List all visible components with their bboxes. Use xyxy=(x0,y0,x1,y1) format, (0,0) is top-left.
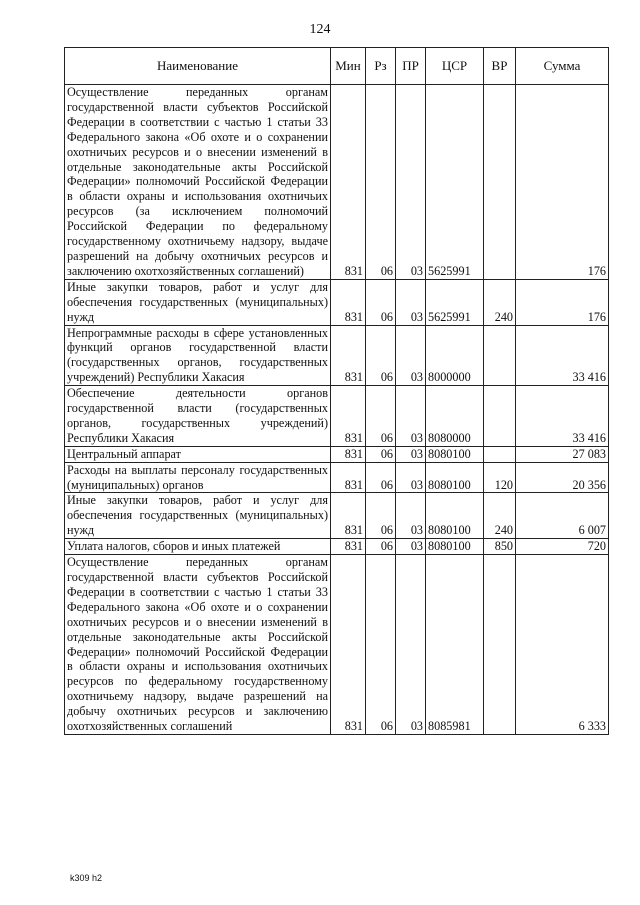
row-rz: 06 xyxy=(366,462,396,493)
row-csr: 8080100 xyxy=(426,462,484,493)
row-pr: 03 xyxy=(396,446,426,462)
row-name: Непрограммные расходы в сфере установленных функций органов государственной власти (государственных органов, государственных учреждений) Республики Хакасия xyxy=(65,325,331,386)
row-rz: 06 xyxy=(366,85,396,280)
row-min: 831 xyxy=(331,555,366,735)
budget-table xyxy=(64,47,609,735)
row-min: 831 xyxy=(331,539,366,555)
row-vr: 850 xyxy=(484,539,516,555)
row-vr: 240 xyxy=(484,493,516,539)
row-vr: 240 xyxy=(484,279,516,325)
row-pr: 03 xyxy=(396,386,426,447)
row-pr: 03 xyxy=(396,493,426,539)
row-name: Иные закупки товаров, работ и услуг для обеспечения государственных (муниципальных) нужд xyxy=(65,279,331,325)
table-row xyxy=(65,539,609,555)
row-sum: 33 416 xyxy=(516,325,609,386)
row-name: Расходы на выплаты персоналу государственных (муниципальных) органов xyxy=(65,462,331,493)
header-pr: ПР xyxy=(396,48,426,85)
row-name: Иные закупки товаров, работ и услуг для обеспечения государственных (муниципальных) нужд xyxy=(65,493,331,539)
row-min: 831 xyxy=(331,279,366,325)
row-sum: 6 333 xyxy=(516,555,609,735)
row-min: 831 xyxy=(331,493,366,539)
row-sum: 6 007 xyxy=(516,493,609,539)
row-sum: 27 083 xyxy=(516,446,609,462)
footer-code: k309 h2 xyxy=(70,873,103,883)
row-csr: 8085981 xyxy=(426,555,484,735)
row-rz: 06 xyxy=(366,539,396,555)
row-pr: 03 xyxy=(396,325,426,386)
row-csr: 8000000 xyxy=(426,325,484,386)
row-name: Осуществление переданных органам государственной власти субъектов Российской Федерации в соответствии с частью 1 статьи 33 Федерального закона «Об охоте и о сохранении охотничьих ресурсов и о внесении изменений в отдельные законодательные акты Российской Федерации» полномочий Российской Федерации в области охраны и использования охотничьих ресурсов (за исключением полномочий Российской Федерации по федеральному государственному охотничьему надзору, выдаче разрешений на добычу охотничьих ресурсов и заключению охотхозяйственных соглашений) xyxy=(65,85,331,280)
row-min: 831 xyxy=(331,325,366,386)
table-row xyxy=(65,493,609,539)
row-pr: 03 xyxy=(396,85,426,280)
header-csr: ЦСР xyxy=(426,48,484,85)
table-row xyxy=(65,555,609,735)
header-name: Наименование xyxy=(65,48,331,85)
row-vr xyxy=(484,386,516,447)
row-rz: 06 xyxy=(366,555,396,735)
row-name: Обеспечение деятельности органов государственной власти (государственных органов, государственных учреждений) Республики Хакасия xyxy=(65,386,331,447)
header-rz: Рз xyxy=(366,48,396,85)
row-vr xyxy=(484,446,516,462)
row-pr: 03 xyxy=(396,279,426,325)
row-csr: 8080100 xyxy=(426,493,484,539)
row-csr: 5625991 xyxy=(426,85,484,280)
row-vr xyxy=(484,555,516,735)
header-sum: Сумма xyxy=(516,48,609,85)
row-name: Осуществление переданных органам государственной власти субъектов Российской Федерации в соответствии с частью 1 статьи 33 Федерального закона «Об охоте и о сохранении охотничьих ресурсов и о внесении изменений в отдельные законодательные акты Российской Федерации» полномочий Российской Федерации в области охраны и использования охотничьих ресурсов по федеральному государственному охотничьему надзору, выдаче разрешений на добычу охотничьих ресурсов и заключению охотхозяйственных соглашений xyxy=(65,555,331,735)
row-rz: 06 xyxy=(366,446,396,462)
row-sum: 720 xyxy=(516,539,609,555)
row-pr: 03 xyxy=(396,555,426,735)
row-rz: 06 xyxy=(366,325,396,386)
table-row xyxy=(65,279,609,325)
row-csr: 8080100 xyxy=(426,539,484,555)
row-sum: 20 356 xyxy=(516,462,609,493)
table-row xyxy=(65,462,609,493)
table-row xyxy=(65,446,609,462)
table-row xyxy=(65,386,609,447)
row-csr: 5625991 xyxy=(426,279,484,325)
table-header-row xyxy=(65,48,609,85)
page-number: 124 xyxy=(309,22,331,37)
row-rz: 06 xyxy=(366,279,396,325)
row-min: 831 xyxy=(331,462,366,493)
row-sum: 33 416 xyxy=(516,386,609,447)
table-row xyxy=(65,325,609,386)
row-rz: 06 xyxy=(366,493,396,539)
row-sum: 176 xyxy=(516,85,609,280)
table-row xyxy=(65,85,609,280)
row-min: 831 xyxy=(331,85,366,280)
row-vr: 120 xyxy=(484,462,516,493)
header-min: Мин xyxy=(331,48,366,85)
row-min: 831 xyxy=(331,386,366,447)
row-name: Центральный аппарат xyxy=(65,446,331,462)
row-min: 831 xyxy=(331,446,366,462)
row-csr: 8080000 xyxy=(426,386,484,447)
row-rz: 06 xyxy=(366,386,396,447)
row-vr xyxy=(484,85,516,280)
row-name: Уплата налогов, сборов и иных платежей xyxy=(65,539,331,555)
row-vr xyxy=(484,325,516,386)
row-sum: 176 xyxy=(516,279,609,325)
row-csr: 8080100 xyxy=(426,446,484,462)
row-pr: 03 xyxy=(396,462,426,493)
header-vr: ВР xyxy=(484,48,516,85)
row-pr: 03 xyxy=(396,539,426,555)
